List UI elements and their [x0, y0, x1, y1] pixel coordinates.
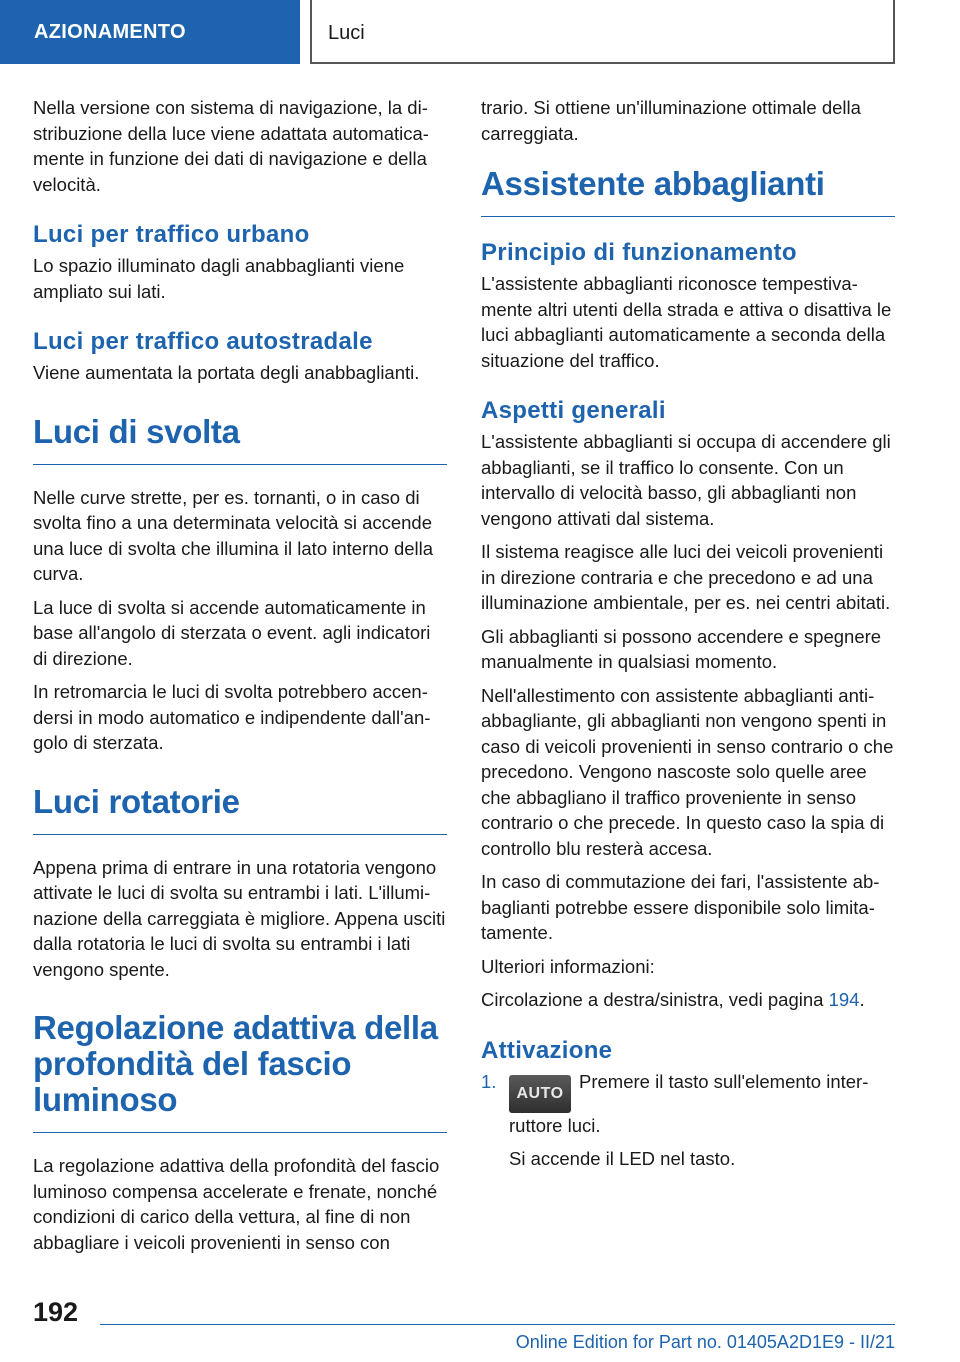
page-number: 192 [33, 1297, 79, 1327]
auto-button-icon: AUTO [509, 1075, 571, 1113]
heading-regolazione-adattiva: Regolazione adattiva della profondità del fascio luminoso [33, 1010, 447, 1133]
footer-edition: Online Edition for Part no. 01405A2D1E9 - II/21 [515, 1332, 895, 1352]
circolazione-end: . [859, 989, 865, 1010]
paragraph-rotatorie: Appena prima di entrare in una rotatoria vengono attivate le luci di svolta su entrambi i lati. L'illuminazione della carreggiata è migliore. Appena usciti dalla rotatoria le luci di svolta su entrambi i lati vengono spente. [33, 856, 446, 980]
paragraph-aspetti-5: In caso di commutazione dei fari, l'assistente abbaglianti potrebbe essere disponibile solo limitatamente. [481, 871, 880, 943]
paragraph-circolazione [481, 987, 895, 1013]
step-item [481, 1069, 895, 1139]
step-instruction: Premere il tasto sull'elemento interruttore luci. [509, 1070, 869, 1136]
paragraph-regolazione: La regolazione adattiva della profondità del fascio luminoso compensa accelerate e frenate, nonché condizioni di carico della vettura, al fine di non abbagliare i veicoli provenienti in senso con [33, 1155, 440, 1253]
paragraph-svolta-2: La luce di svolta si accende automaticamente in base all'angolo di sterzata o event. agli indicatori di direzione. [33, 596, 431, 669]
step-result: Si accende il LED nel tasto. [509, 1148, 736, 1169]
heading-principio-funzionamento: Principio di funzionamento [481, 239, 797, 266]
paragraph-urbano: Lo spazio illuminato dagli anabbaglianti viene ampliato sui lati. [33, 255, 405, 302]
paragraph-autostradale: Viene aumentata la portata degli anabbaglianti. [33, 362, 420, 383]
paragraph-aspetti-1: L'assistente abbaglianti si occupa di accendere gli abbaglianti, se il traffico lo consente. Con un intervallo di velocità basso, gli abbaglianti non vengono attivati dal sistema. [481, 431, 891, 529]
heading-luci-di-svolta: Luci di svolta [33, 414, 447, 465]
paragraph-ulteriori-informazioni: Ulteriori informazioni: [481, 955, 655, 977]
paragraph-aspetti-3: Gli abbaglianti si possono accendere e spegnere manualmente in qualsiasi momento. [481, 625, 882, 672]
header-chapter-title: Luci [310, 0, 895, 64]
header-section-label: AZIONAMENTO [0, 0, 300, 64]
heading-luci-rotatorie: Luci rotatorie [33, 784, 447, 835]
paragraph-aspetti-4: Nell'allestimento con assistente abbaglianti antiabbagliante, gli abbaglianti non vengono spenti in caso di veicoli provenienti in senso contrario o che precedono. Vengono nascoste solo quelle aree che abbagliano il traffico proveniente in senso contrario o che precede. In questo caso la spia di controllo blu resterà accesa. [481, 684, 894, 859]
paragraph-principio: L'assistente abbaglianti riconosce tempestivamente altri utenti della strada e attiva o disattiva le luci abbaglianti automaticamente a seconda della situazione del traffico. [481, 273, 892, 371]
heading-luci-traffico-urbano: Luci per traffico urbano [33, 221, 310, 248]
right-column [481, 95, 895, 1180]
circolazione-text: Circolazione a destra/sinistra, vedi pagina [481, 989, 829, 1010]
step-number: 1. [481, 1070, 497, 1092]
heading-luci-traffico-autostradale: Luci per traffico autostradale [33, 328, 373, 355]
heading-aspetti-generali: Aspetti generali [481, 397, 666, 424]
paragraph-intro: Nella versione con sistema di navigazione, la distribuzione della luce viene adattata automaticamente in funzione dei dati di navigazione e della velocità. [33, 97, 429, 195]
left-column [33, 95, 447, 1263]
heading-assistente-abbaglianti: Assistente abbaglianti [481, 166, 895, 217]
paragraph-continuation: trario. Si ottiene un'illuminazione ottimale della carreggiata. [481, 97, 861, 144]
footer-divider [100, 1324, 895, 1325]
paragraph-svolta-1: Nelle curve strette, per es. tornanti, o in caso di svolta fino a una determinata velocità si accende una luce di svolta che illumina il lato interno della curva. [33, 486, 434, 584]
page-reference-link[interactable]: 194 [828, 989, 860, 1010]
heading-attivazione: Attivazione [481, 1036, 613, 1064]
paragraph-aspetti-2: Il sistema reagisce alle luci dei veicoli provenienti in direzione contraria e che precedono e ad una illuminazione ambientale, per es. nei centri abitati. [481, 541, 891, 613]
paragraph-svolta-3: In retromarcia le luci di svolta potrebbero accendersi in modo automatico e indipendente dall'angolo di sterzata. [33, 681, 431, 753]
